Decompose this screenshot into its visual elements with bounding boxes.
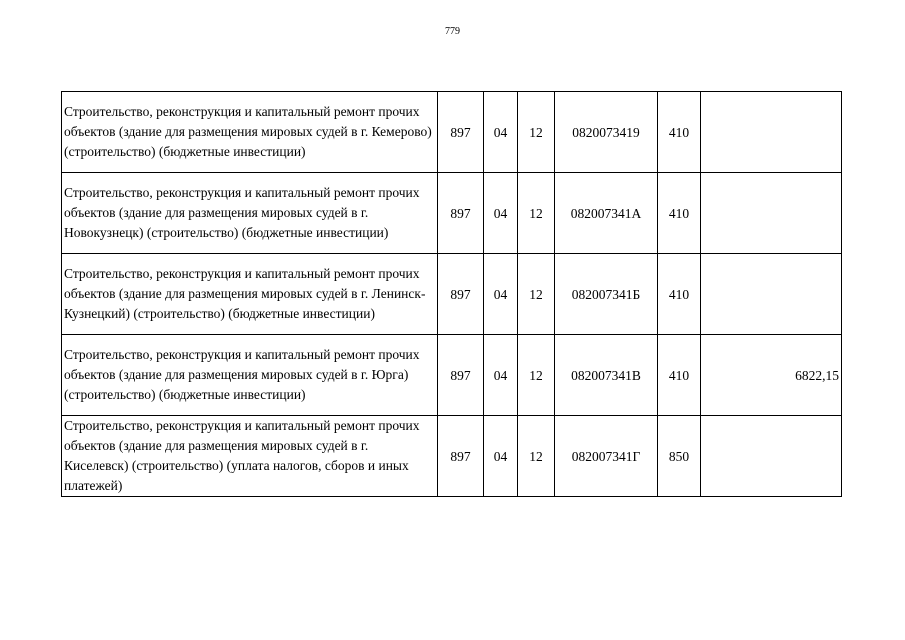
target-article-cell: 082007341Б <box>555 254 658 335</box>
section-code-cell: 04 <box>484 416 518 497</box>
expense-type-cell: 410 <box>658 173 701 254</box>
expense-name-cell: Строительство, реконструкция и капитальный ремонт прочих объектов (здание для размещения мировых судей в г. Ленинск-Кузнецкий) (строительство) (бюджетные инвестиции) <box>62 254 438 335</box>
ministry-code-cell: 897 <box>438 335 484 416</box>
expense-type-cell: 410 <box>658 254 701 335</box>
subsection-code-cell: 12 <box>518 92 555 173</box>
subsection-code-cell: 12 <box>518 335 555 416</box>
expense-type-cell: 410 <box>658 92 701 173</box>
page-number: 779 <box>445 26 460 37</box>
table-row <box>62 335 842 416</box>
target-article-cell: 082007341В <box>555 335 658 416</box>
expense-type-cell: 850 <box>658 416 701 497</box>
expense-type-cell: 410 <box>658 335 701 416</box>
table-row <box>62 92 842 173</box>
table-row <box>62 173 842 254</box>
target-article-cell: 0820073419 <box>555 92 658 173</box>
amount-cell <box>701 254 842 335</box>
amount-cell <box>701 173 842 254</box>
target-article-cell: 082007341Г <box>555 416 658 497</box>
section-code-cell: 04 <box>484 173 518 254</box>
ministry-code-cell: 897 <box>438 416 484 497</box>
expense-name-cell: Строительство, реконструкция и капитальный ремонт прочих объектов (здание для размещения мировых судей в г. Юрга) (строительство) (бюджетные инвестиции) <box>62 335 438 416</box>
subsection-code-cell: 12 <box>518 254 555 335</box>
table-row <box>62 416 842 497</box>
amount-cell <box>701 92 842 173</box>
expense-name-cell: Строительство, реконструкция и капитальный ремонт прочих объектов (здание для размещения мировых судей в г. Новокузнецк) (строительство) (бюджетные инвестиции) <box>62 173 438 254</box>
amount-cell: 6822,15 <box>701 335 842 416</box>
budget-table <box>61 91 842 497</box>
section-code-cell: 04 <box>484 335 518 416</box>
ministry-code-cell: 897 <box>438 254 484 335</box>
subsection-code-cell: 12 <box>518 173 555 254</box>
target-article-cell: 082007341А <box>555 173 658 254</box>
amount-cell <box>701 416 842 497</box>
subsection-code-cell: 12 <box>518 416 555 497</box>
expense-name-cell: Строительство, реконструкция и капитальный ремонт прочих объектов (здание для размещения мировых судей в г. Кемерово) (строительство) (бюджетные инвестиции) <box>62 92 438 173</box>
ministry-code-cell: 897 <box>438 173 484 254</box>
section-code-cell: 04 <box>484 92 518 173</box>
expense-name-cell: Строительство, реконструкция и капитальный ремонт прочих объектов (здание для размещения мировых судей в г. Киселевск) (строительство) (уплата налогов, сборов и иных платежей) <box>62 416 438 497</box>
section-code-cell: 04 <box>484 254 518 335</box>
ministry-code-cell: 897 <box>438 92 484 173</box>
table-row <box>62 254 842 335</box>
